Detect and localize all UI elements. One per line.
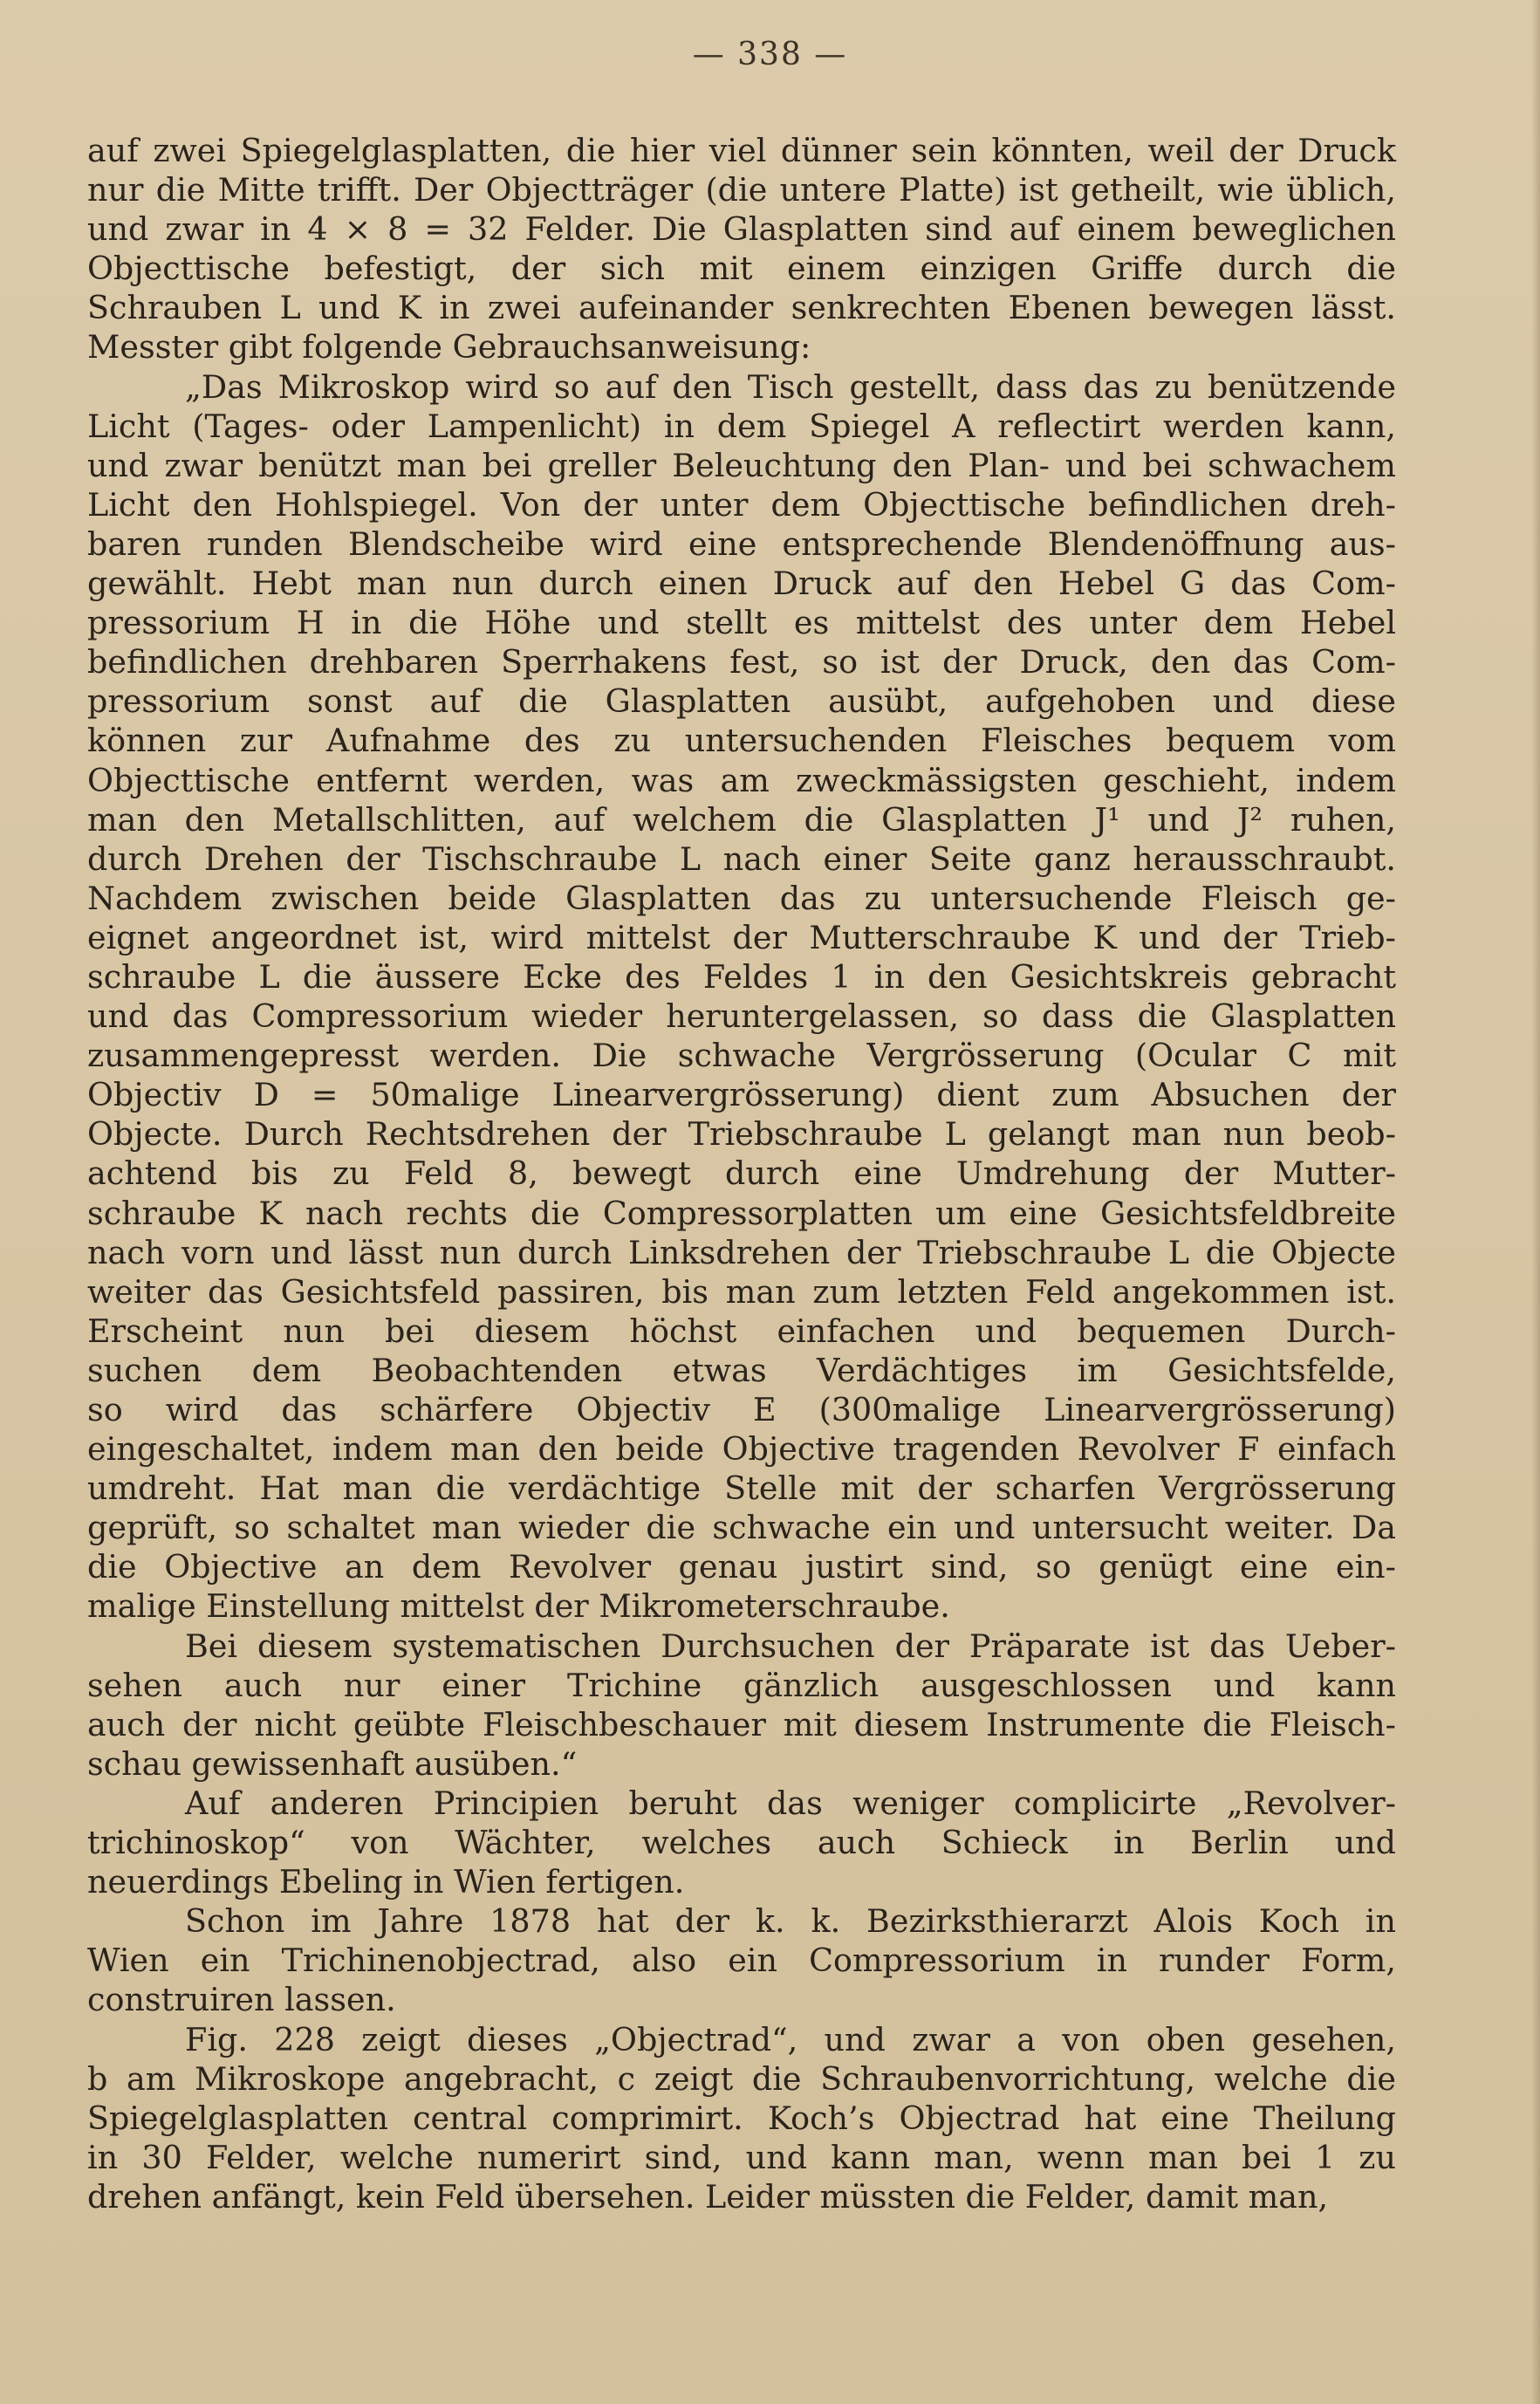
text-line: Objecttische entfernt werden, was am zweckmässigsten geschieht, indem xyxy=(87,761,1396,799)
text-line: Bei diesem systematischen Durchsuchen der Präparate ist das Ueber- xyxy=(185,1627,1396,1665)
text-line: neuerdings Ebeling in Wien fertigen. xyxy=(87,1863,685,1901)
text-line: Licht (Tages- oder Lampenlicht) in dem Spiegel A reflectirt werden kann, xyxy=(87,407,1396,445)
text-line: Objectiv D = 50malige Linearvergrösserung) dient zum Absuchen der xyxy=(87,1076,1396,1114)
text-line: und zwar in 4 ⨯ 8 = 32 Felder. Die Glasplatten sind auf einem beweglichen xyxy=(87,210,1396,249)
text-line: malige Einstellung mittelst der Mikrometerschraube. xyxy=(87,1587,950,1626)
text-line: auch der nicht geübte Fleischbeschauer mit diesem Instrumente die Fleisch- xyxy=(87,1705,1396,1743)
text-line: befindlichen drehbaren Sperrhakens fest, so ist der Druck, den das Com- xyxy=(87,643,1396,681)
text-line: auf zwei Spiegelglasplatten, die hier viel dünner sein könnten, weil der Druck xyxy=(87,132,1396,169)
text-line: construiren lassen. xyxy=(87,1981,396,2019)
text-line: pressorium H in die Höhe und stellt es mittelst des unter dem Hebel xyxy=(87,604,1396,642)
text-line: man den Metallschlitten, auf welchem die Glasplatten J¹ und J² ruhen, xyxy=(87,800,1396,839)
text-line: Auf anderen Principien beruht das weniger complicirte „Revolver- xyxy=(185,1784,1396,1822)
text-line: b am Mikroskope angebracht, c zeigt die Schraubenvorrichtung, welche die xyxy=(87,2059,1396,2098)
text-line: schraube L die äussere Ecke des Feldes 1 in den Gesichtskreis gebracht xyxy=(87,957,1396,996)
text-line: zusammengepresst werden. Die schwache Vergrösserung (Ocular C mit xyxy=(87,1037,1396,1075)
page-edge-shadow xyxy=(1531,0,1540,2404)
text-line: Schrauben L und K in zwei aufeinander senkrechten Ebenen bewegen lässt. xyxy=(87,289,1396,327)
text-line: nach vorn und lässt nun durch Linksdrehen der Triebschraube L die Objecte xyxy=(87,1233,1396,1271)
body-text xyxy=(87,131,1396,2216)
text-line: achtend bis zu Feld 8, bewegt durch eine Umdrehung der Mutter- xyxy=(87,1154,1396,1193)
text-line: eingeschaltet, indem man den beide Objective tragenden Revolver F einfach xyxy=(87,1430,1396,1469)
text-line: und das Compressorium wieder heruntergelassen, so dass die Glasplatten xyxy=(87,997,1396,1036)
paragraph xyxy=(87,367,1396,1627)
text-line: schraube K nach rechts die Compressorplatten um eine Gesichtsfeldbreite xyxy=(87,1194,1396,1232)
text-line: weiter das Gesichtsfeld passiren, bis man zum letzten Feld angekommen ist. xyxy=(87,1272,1396,1311)
text-line: drehen anfängt, kein Feld übersehen. Leider müssten die Felder, damit man, xyxy=(87,2177,1329,2216)
text-line: die Objective an dem Revolver genau justirt sind, so genügt eine ein- xyxy=(87,1548,1396,1586)
text-line: Schon im Jahre 1878 hat der k. k. Bezirksthierarzt Alois Koch in xyxy=(185,1902,1396,1941)
text-line: „Das Mikroskop wird so auf den Tisch gestellt, dass das zu benützende xyxy=(185,367,1396,406)
text-line: nur die Mitte trifft. Der Objectträger (die untere Platte) ist getheilt, wie üblich, xyxy=(87,171,1396,209)
paragraph xyxy=(87,1627,1396,1784)
text-line: gewählt. Hebt man nun durch einen Druck auf den Hebel G das Com- xyxy=(87,565,1396,603)
paragraph xyxy=(87,1784,1396,1901)
text-line: Messter gibt folgende Gebrauchsanweisung: xyxy=(87,328,811,366)
text-line: eignet angeordnet ist, wird mittelst der Mutterschraube K und der Trieb- xyxy=(87,918,1396,956)
text-line: so wird das schärfere Objectiv E (300malige Linearvergrösserung) xyxy=(87,1391,1396,1428)
text-line: baren runden Blendscheibe wird eine entsprechende Blendenöffnung aus- xyxy=(87,524,1396,563)
page-number: — 338 — xyxy=(692,37,848,72)
text-line: Licht den Hohlspiegel. Von der unter dem Objecttische befindlichen dreh- xyxy=(87,485,1396,524)
text-line: Objecttische befestigt, der sich mit einem einzigen Griffe durch die xyxy=(87,250,1396,288)
paragraph xyxy=(87,1901,1396,2019)
text-line: sehen auch nur einer Trichine gänzlich ausgeschlossen und kann xyxy=(87,1666,1396,1704)
text-line: umdreht. Hat man die verdächtige Stelle mit der scharfen Vergrösserung xyxy=(87,1469,1396,1508)
text-line: Wien ein Trichinenobjectrad, also ein Compressorium in runder Form, xyxy=(87,1942,1396,1980)
text-line: pressorium sonst auf die Glasplatten ausübt, aufgehoben und diese xyxy=(87,682,1396,721)
text-line: können zur Aufnahme des zu untersuchenden Fleisches bequem vom xyxy=(87,722,1396,760)
text-line: schau gewissenhaft ausüben.“ xyxy=(87,1744,578,1783)
paragraph xyxy=(87,131,1396,367)
text-line: Nachdem zwischen beide Glasplatten das zu untersuchende Fleisch ge- xyxy=(87,879,1396,917)
text-line: durch Drehen der Tischschraube L nach einer Seite ganz herausschraubt. xyxy=(87,839,1396,878)
text-line: suchen dem Beobachtenden etwas Verdächtiges im Gesichtsfelde, xyxy=(87,1351,1396,1389)
text-line: Spiegelglasplatten central comprimirt. Koch’s Objectrad hat eine Theilung xyxy=(87,2099,1396,2137)
text-line: Fig. 228 zeigt dieses „Objectrad“, und zwar a von oben gesehen, xyxy=(185,2020,1396,2058)
text-line: geprüft, so schaltet man wieder die schwache ein und untersucht weiter. Da xyxy=(87,1509,1396,1547)
paragraph xyxy=(87,2020,1396,2216)
text-line: Erscheint nun bei diesem höchst einfachen und bequemen Durch- xyxy=(87,1312,1396,1350)
text-line: trichinoskop“ von Wächter, welches auch Schieck in Berlin und xyxy=(87,1824,1396,1862)
text-line: Objecte. Durch Rechtsdrehen der Triebschraube L gelangt man nun beob- xyxy=(87,1115,1396,1154)
text-line: und zwar benützt man bei greller Beleuchtung den Plan- und bei schwachem xyxy=(87,446,1396,484)
text-line: in 30 Felder, welche numerirt sind, und kann man, wenn man bei 1 zu xyxy=(87,2138,1396,2176)
